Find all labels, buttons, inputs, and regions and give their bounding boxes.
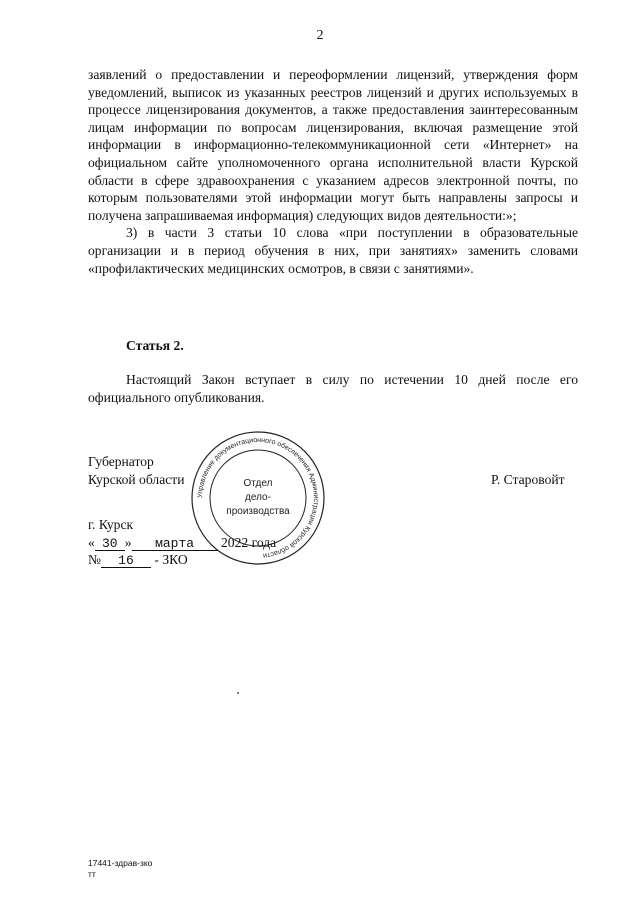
stamp-center-line1: Отдел xyxy=(243,478,273,489)
law-text xyxy=(88,371,578,406)
date-open-quote: « xyxy=(88,534,95,550)
article-heading: Статья 2. xyxy=(126,338,184,353)
date-year: 2022 года xyxy=(221,534,277,550)
number-sign: № xyxy=(88,552,101,568)
number-suffix: - ЗКО xyxy=(154,552,188,568)
stamp-center-line3: производства xyxy=(226,506,290,517)
scan-speck xyxy=(237,692,239,694)
footer-line2: тт xyxy=(88,869,96,879)
signatory-title-line1: Губернатор xyxy=(88,454,154,469)
paragraph-continuation: заявлений о предоставлении и переоформлении лицензий, утверждения форм уведомлений, выписок из указанных реестров лицензий и других используемых в процессе лицензирования документов, а также предоставления заинтересованным лицам информации по вопросам лицензирования, включая размещение этой информации в информационно-телекоммуникационной сети «Интернет» на официальном сайте уполномоченного органа исполнительной власти Курской области в сфере здравоохранения с указанием адресов электронной почты, по которым пользователями этой информации могут быть направлены запросы и получена запрашиваемая информация) следующих видов деятельности:»; xyxy=(88,67,578,223)
stamp-ring-text: Управление документационного обеспечения Администрации Курской области xyxy=(196,436,320,559)
signatory-title xyxy=(88,453,185,488)
signing-city: г. Курск xyxy=(88,517,134,532)
footer-line1: 17441-здрав-зко xyxy=(88,858,153,868)
signatory-name: Р. Старовойт xyxy=(491,472,565,487)
date-close-quote: » xyxy=(124,534,132,550)
office-stamp xyxy=(188,428,328,568)
date-month: марта xyxy=(132,537,218,551)
footer-code xyxy=(88,858,152,880)
law-paragraph: Настоящий Закон вступает в силу по истечении 10 дней после его официального опубликования. xyxy=(88,372,578,405)
stamp-center-line2: дело- xyxy=(245,492,271,503)
law-number-value: 16 xyxy=(101,554,151,568)
signatory-title-line2: Курской области xyxy=(88,471,185,487)
document-body xyxy=(88,66,578,277)
paragraph-item-3: 3) в части 3 статьи 10 слова «при поступлении в образовательные организации и в период обучения в них, при занятиях» заменить словами «профилактических медицинских осмотров, в связи с занятиями». xyxy=(88,225,578,276)
page-number: 2 xyxy=(316,28,324,43)
date-day: 30 xyxy=(95,537,125,551)
